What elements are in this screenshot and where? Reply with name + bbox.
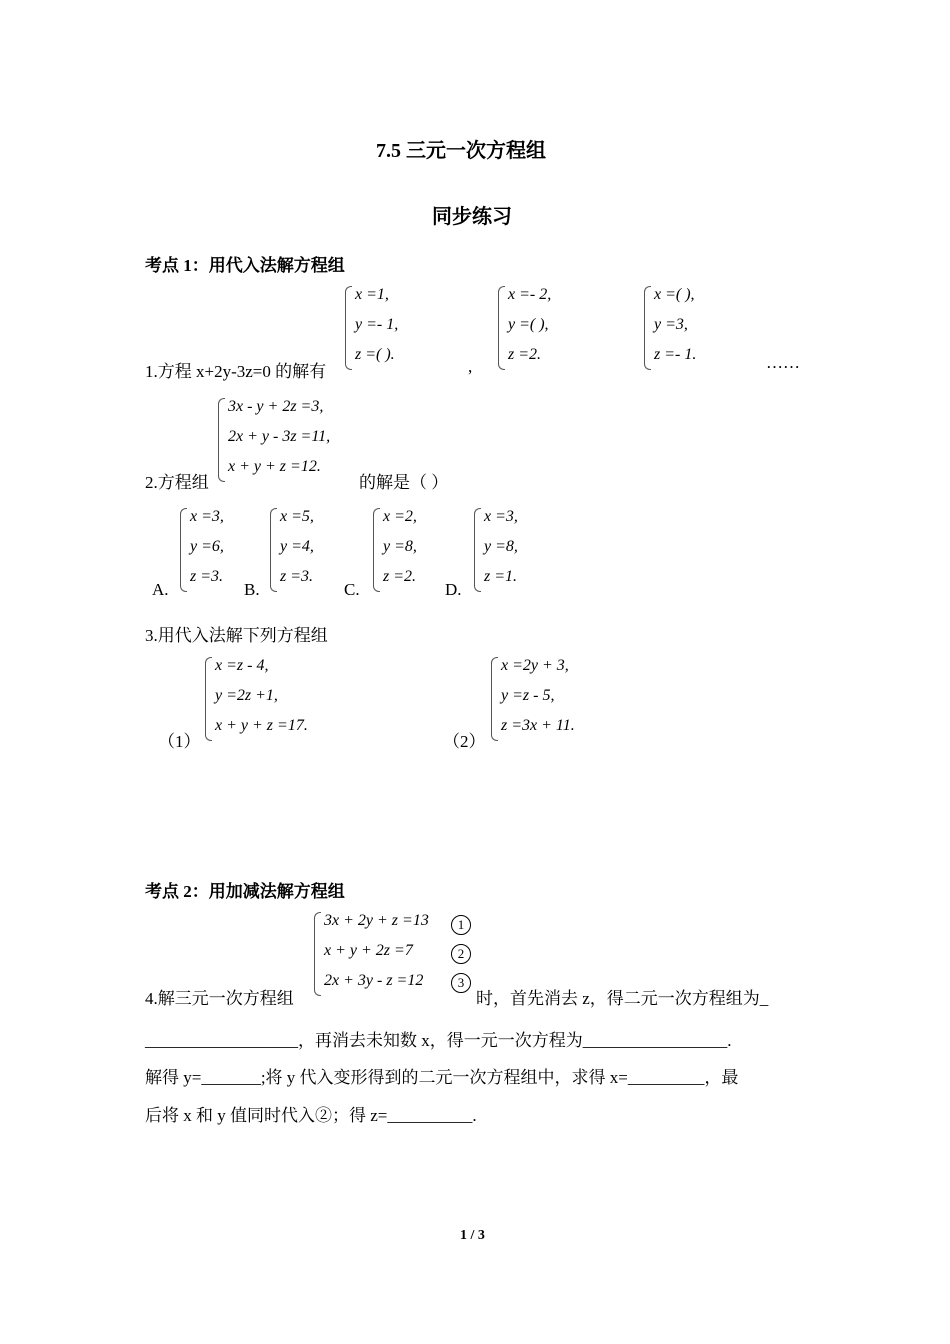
q2-eq1: 3x - y + 2z =3, [228,398,324,415]
q2-option-b-label: B. [244,580,260,599]
q2-eq3: x + y + z =12. [228,458,321,475]
q1-s3-eq3: z =- 1. [654,346,697,363]
page-subtitle: 同步练习 [432,206,512,228]
q3-part1-label: （1） [158,732,201,751]
q1-s1-eq2: y =- 1, [355,316,399,333]
q3-p2-eq2: y =z - 5, [501,687,555,704]
q2-option-d-label: D. [445,580,462,599]
q2-b-eq1: x =5, [280,508,314,525]
q3-p2-eq1: x =2y + 3, [501,657,569,674]
q1-system-3 [644,284,774,374]
q4-eq1: 3x + 2y + z =13 [324,912,429,929]
q3-p2-eq3: z =3x + 11. [501,717,575,734]
q1-s2-eq2: y =( ), [508,316,549,333]
q2-a-eq3: z =3. [190,568,224,585]
section2-heading: 考点 2：用加减法解方程组 [145,882,345,901]
q2-a-eq2: y =6, [190,538,224,555]
q2-eq2: 2x + y - 3z =11, [228,428,331,445]
q2-d-eq1: x =3, [484,508,518,525]
q2-prefix: 2.方程组 [145,473,209,492]
q2-system [218,396,358,486]
q3-p1-eq2: y =2z +1, [215,687,278,704]
q1-prefix: 1.方程 x+2y-3z=0 的解有 [145,362,327,381]
q2-d-eq3: z =1. [484,568,518,585]
section1-heading: 考点 1：用代入法解方程组 [145,256,345,275]
q3-p1-eq3: x + y + z =17. [215,717,308,734]
q4-prefix: 4.解三元一次方程组 [145,989,294,1008]
q3-prompt: 3.用代入法解下列方程组 [145,626,328,645]
q2-c-eq2: y =8, [383,538,417,555]
q2-suffix: 的解是（ ） [359,473,449,492]
q4-line4: 后将 x 和 y 值同时代入②；得 z=__________. [145,1106,477,1125]
q4-line3: 解得 y=_______;将 y 代入变形得到的二元一次方程组中，求得 x=_________，最 [145,1068,739,1087]
q1-s1-eq3: z =( ). [355,346,395,363]
q2-c-eq3: z =2. [383,568,417,585]
q1-s2-eq1: x =- 2, [508,286,552,303]
page-number: 1 / 3 [460,1228,485,1243]
q3-part2-label: （2） [443,732,486,751]
q2-a-eq1: x =3, [190,508,224,525]
q3-p1-eq1: x =z - 4, [215,657,269,674]
q2-option-c-label: C. [344,580,360,599]
q2-c-eq1: x =2, [383,508,417,525]
q4-mark-2: 2 [451,944,471,964]
q1-separator: , [468,357,473,376]
q2-option-a-label: A. [152,580,169,599]
q3-part2-system [491,655,631,745]
q1-s2-eq3: z =2. [508,346,542,363]
q2-b-eq3: z =3. [280,568,314,585]
q1-s3-eq2: y =3, [654,316,688,333]
q4-mark-1: 1 [451,915,471,935]
q1-system-2 [498,284,628,374]
q4-eq3: 2x + 3y - z =12 [324,972,424,989]
page-title: 7.5 三元一次方程组 [376,140,546,162]
q3-part1-system [205,655,345,745]
q2-d-eq2: y =8, [484,538,518,555]
q1-ellipsis: …… [766,353,800,372]
q4-line2: __________________，再消去未知数 x，得一元一次方程为_________________. [145,1031,732,1050]
q4-eq2: x + y + 2z =7 [324,942,413,959]
q4-line1-tail: 时，首先消去 z，得二元一次方程组为_ [476,989,769,1008]
q2-b-eq2: y =4, [280,538,314,555]
q1-s3-eq1: x =( ), [654,286,695,303]
q4-mark-3: 3 [451,973,471,993]
q1-s1-eq1: x =1, [355,286,389,303]
q4-system [314,910,474,1000]
q1-system-1 [345,284,475,374]
